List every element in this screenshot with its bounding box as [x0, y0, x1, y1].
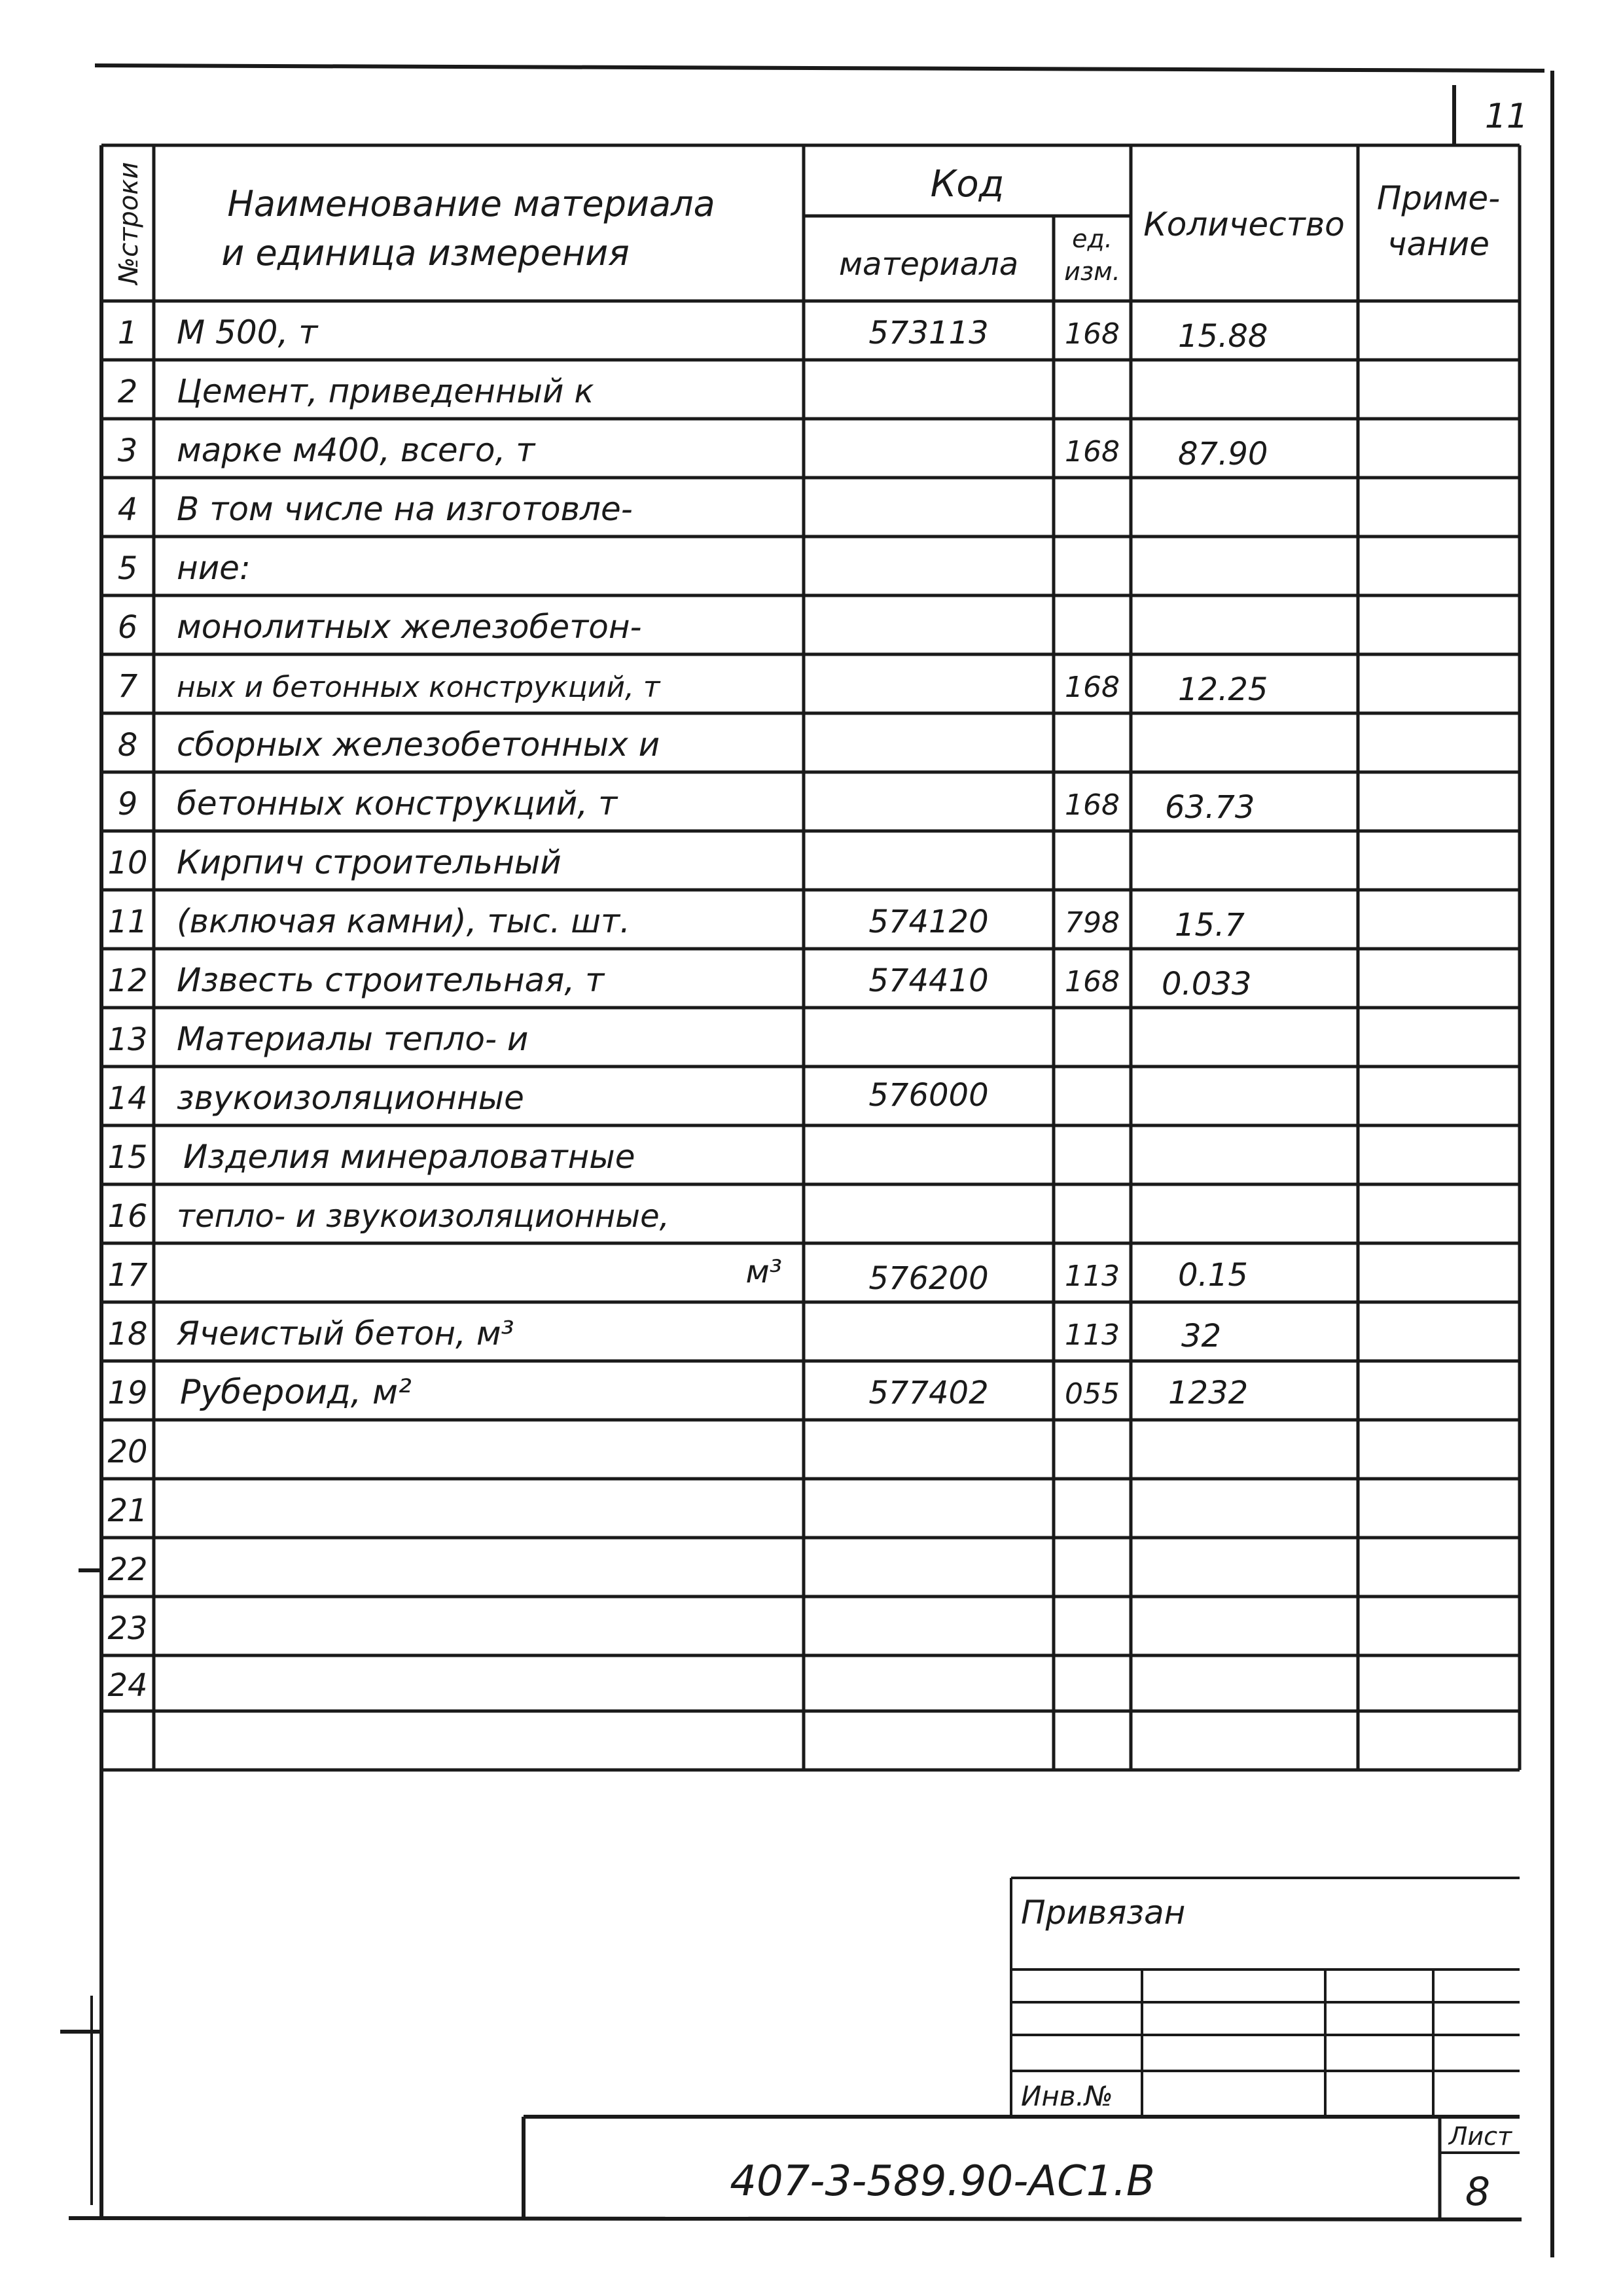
- table-row: [118, 726, 660, 764]
- row-name: М 500, т: [177, 313, 318, 351]
- row-number: 3: [117, 433, 138, 469]
- table-row: [118, 668, 1268, 708]
- row-unit: 168: [1065, 317, 1120, 351]
- header-quantity: Количество: [1143, 205, 1345, 243]
- row-name: В том числе на изготовле-: [177, 490, 633, 528]
- row-number: 9: [117, 786, 138, 822]
- row-number: 6: [117, 609, 138, 646]
- table-row: [107, 1667, 147, 1704]
- table-row: [107, 1373, 1248, 1412]
- row-code: 576200: [868, 1260, 989, 1297]
- row-number: 10: [107, 845, 148, 881]
- table-row: [107, 902, 1245, 944]
- row-unit: 168: [1065, 965, 1120, 998]
- table-row: [118, 785, 1255, 826]
- table-row: [118, 549, 251, 587]
- header-name-line2: и единица измерения: [221, 232, 630, 274]
- row-unit: 113: [1065, 1318, 1120, 1352]
- row-unit: 168: [1065, 435, 1120, 468]
- row-number: 11: [107, 904, 148, 940]
- table-row: [118, 490, 633, 528]
- row-unit: 113: [1065, 1260, 1120, 1293]
- row-unit: 798: [1065, 906, 1120, 940]
- row-name: Ячеистый бетон, м³: [177, 1315, 514, 1352]
- row-code: 573113: [868, 315, 989, 351]
- row-number: 20: [107, 1434, 148, 1470]
- row-name: ных и бетонных конструкций, т: [177, 671, 660, 704]
- row-number: 18: [107, 1316, 148, 1352]
- row-quantity: 0.15: [1178, 1257, 1248, 1294]
- row-number: 19: [107, 1375, 148, 1411]
- row-name: сборных железобетонных и: [177, 726, 660, 764]
- row-number: 12: [107, 963, 148, 999]
- row-code: 577402: [868, 1375, 989, 1411]
- row-quantity: 12.25: [1178, 671, 1268, 708]
- row-unit: 055: [1065, 1377, 1120, 1411]
- table-row: [118, 372, 594, 410]
- table-row: [107, 1610, 147, 1647]
- row-number: 23: [107, 1610, 148, 1647]
- row-name: бетонных конструкций, т: [177, 785, 618, 822]
- table-row: [107, 1434, 147, 1470]
- row-number: 15: [107, 1139, 148, 1176]
- table-row: [107, 1551, 147, 1588]
- row-number: 8: [117, 727, 138, 764]
- row-quantity: 32: [1181, 1318, 1222, 1354]
- row-number: 17: [107, 1257, 148, 1294]
- row-unit: 168: [1065, 788, 1120, 822]
- row-unit: 168: [1065, 671, 1120, 704]
- header-row-number: №строки: [114, 162, 144, 285]
- row-number: 5: [117, 550, 138, 587]
- row-quantity: 15.88: [1178, 318, 1268, 355]
- row-name: Материалы тепло- и: [177, 1020, 529, 1058]
- table-row: [107, 1254, 1247, 1297]
- row-number: 24: [107, 1667, 148, 1704]
- table-row: [107, 1492, 147, 1529]
- row-quantity: 15.7: [1175, 907, 1245, 944]
- header-unit-line2: изм.: [1064, 257, 1120, 286]
- stamp-sheet-number: 8: [1465, 2169, 1491, 2215]
- row-name: Цемент, приведенный к: [177, 372, 594, 410]
- row-code: 576000: [868, 1077, 989, 1114]
- row-name: ние:: [177, 549, 251, 587]
- row-number: 21: [107, 1492, 148, 1529]
- stamp-sheet-label: Лист: [1448, 2122, 1512, 2151]
- row-name: монолитных железобетон-: [177, 608, 642, 646]
- header-code: Код: [930, 163, 1005, 205]
- table-row: [118, 431, 1268, 472]
- document-code: 407-3-589.90-АС1.В: [730, 2157, 1155, 2206]
- row-number: 13: [107, 1021, 148, 1058]
- row-quantity: 63.73: [1165, 789, 1255, 826]
- header-unit-line1: ед.: [1072, 224, 1113, 253]
- row-quantity: 0.033: [1162, 966, 1252, 1002]
- row-number: 22: [107, 1551, 148, 1588]
- row-number: 14: [107, 1080, 148, 1117]
- row-number: 16: [107, 1198, 148, 1235]
- table-row: [107, 1077, 988, 1117]
- stamp-attached-label: Привязан: [1021, 1894, 1186, 1932]
- row-quantity: 1232: [1168, 1375, 1249, 1411]
- table-header: [114, 162, 1500, 286]
- row-name: Изделия минераловатные: [183, 1138, 635, 1176]
- header-name-line1: Наименование материала: [227, 183, 715, 224]
- table-row: [107, 1020, 528, 1058]
- row-number: 7: [117, 668, 138, 705]
- stamp-inventory-label: Инв.№: [1021, 2080, 1113, 2112]
- row-name: звукоизоляционные: [177, 1079, 524, 1117]
- row-name: марке м400, всего, т: [177, 431, 535, 469]
- table-row: [107, 961, 1251, 1002]
- row-name: Кирпич строительный: [177, 843, 562, 881]
- header-note-line2: чание: [1387, 225, 1490, 263]
- table-row: [107, 1138, 635, 1176]
- table-row: [118, 313, 1268, 355]
- header-note-line1: Приме-: [1376, 179, 1501, 217]
- row-number: 2: [117, 374, 138, 410]
- table-row: [107, 1198, 669, 1235]
- row-code: 574120: [868, 904, 989, 940]
- row-name: тепло- и звукоизоляционные,: [177, 1198, 669, 1235]
- row-code: 574410: [868, 963, 989, 999]
- table-row: [107, 843, 561, 881]
- row-name: (включая камни), тыс. шт.: [177, 902, 631, 940]
- row-name: Известь строительная, т: [177, 961, 605, 999]
- row-number: 4: [117, 491, 138, 528]
- row-number: 1: [117, 315, 138, 351]
- row-name: Рубероид, м²: [180, 1373, 412, 1412]
- row-name: м³: [745, 1254, 782, 1290]
- row-quantity: 87.90: [1178, 436, 1268, 472]
- header-material: материала: [838, 246, 1019, 283]
- page-number: 11: [1484, 97, 1529, 136]
- table-row: [118, 608, 642, 646]
